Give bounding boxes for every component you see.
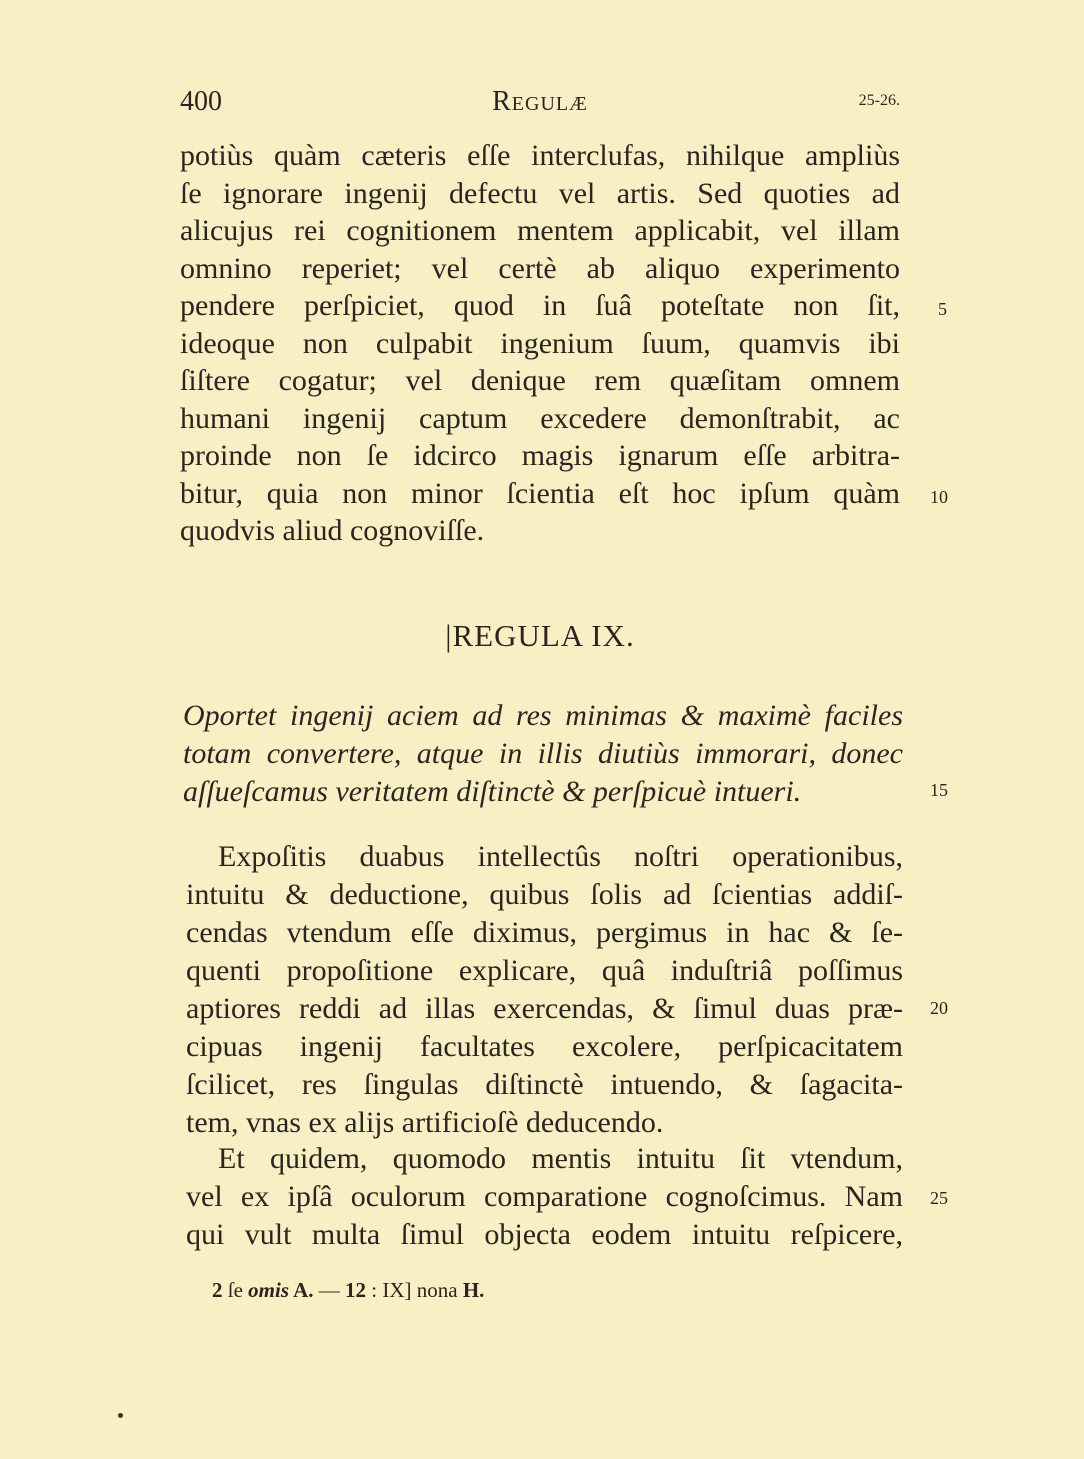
text-line: pendere perſpiciet, quod in ſuâ poteſtate non ſit, [180,289,900,322]
running-title: Regulæ [492,86,588,117]
text-line: ideoque non culpabit ingenium ſuum, quamvis ibi [180,327,900,360]
text-line: tem, vnas ex alijs artificioſè deducendo. [186,1106,664,1139]
section-reference: 25-26. [858,92,900,109]
rule-text-line: Oportet ingenij aciem ad res minimas & maximè faciles [183,699,903,732]
footnote [212,1278,484,1303]
ink-speck [118,1413,123,1418]
text-line: quenti propoſitione explicare, quâ induſtriâ poſſimus [186,954,903,987]
text-line: potiùs quàm cæteris eſſe interclufas, nihilque ampliùs [180,139,900,172]
footnote-text: ſe [222,1278,249,1302]
rule-text-line: aſſueſcamus veritatem diſtinctè & perſpicuè intueri. [183,775,802,808]
line-number: 25 [930,1188,948,1208]
text-line: aptiores reddi ad illas exercendas, & ſimul duas præ- [186,992,903,1025]
footnote-text: : IX] nona [366,1278,463,1302]
line-number: 5 [938,299,947,319]
text-line: intuitu & deductione, quibus ſolis ad ſcientias addiſ- [186,878,903,911]
text-line: ſe ignorare ingenij defectu vel artis. Sed quoties ad [180,177,900,210]
text-line: cipuas ingenij facultates excolere, perſpicacitatem [186,1030,903,1063]
rule-heading: |REGULA IX. [445,618,635,653]
line-number: 10 [930,487,948,507]
text-line: Et quidem, quomodo mentis intuitu ſit vtendum, [218,1142,903,1175]
text-line: bitur, quia non minor ſcientia eſt hoc ipſum quàm [180,477,900,510]
text-line: qui vult multa ſimul objecta eodem intuitu reſpicere, [186,1218,903,1251]
running-header [180,86,900,122]
footnote-line-ref: 2 [212,1278,223,1302]
text-line: Expoſitis duabus intellectûs noſtri operationibus, [218,840,903,873]
text-line: omnino reperiet; vel certè ab aliquo experimento [180,252,900,285]
text-line: ſiſtere cogatur; vel denique rem quæſitam omnem [180,364,900,397]
text-line: humani ingenij captum excedere demonſtrabit, ac [180,402,900,435]
text-line: ſcilicet, res ſingulas diſtinctè intuendo, & ſagacita- [186,1068,903,1101]
text-line: proinde non ſe idcirco magis ignarum eſſe arbitra- [180,439,900,472]
text-line: alicujus rei cognitionem mentem applicabit, vel illam [180,214,900,247]
text-line: vel ex ipſâ oculorum comparatione cognoſcimus. Nam [186,1180,903,1213]
page-number: 400 [180,86,222,117]
footnote-separator: — [313,1278,346,1302]
rule-text-line: totam convertere, atque in illis diutiùs immorari, donec [183,737,903,770]
footnote-siglum: H. [462,1278,485,1302]
footnote-line-ref: 12 [345,1278,367,1302]
text-line: quodvis aliud cognoviſſe. [180,514,485,547]
line-number: 15 [930,780,948,800]
footnote-italic: omis [248,1278,289,1302]
line-number: 20 [930,998,948,1018]
text-line: cendas vtendum eſſe diximus, pergimus in hac & ſe- [186,916,903,949]
footnote-siglum: A. [289,1278,314,1302]
